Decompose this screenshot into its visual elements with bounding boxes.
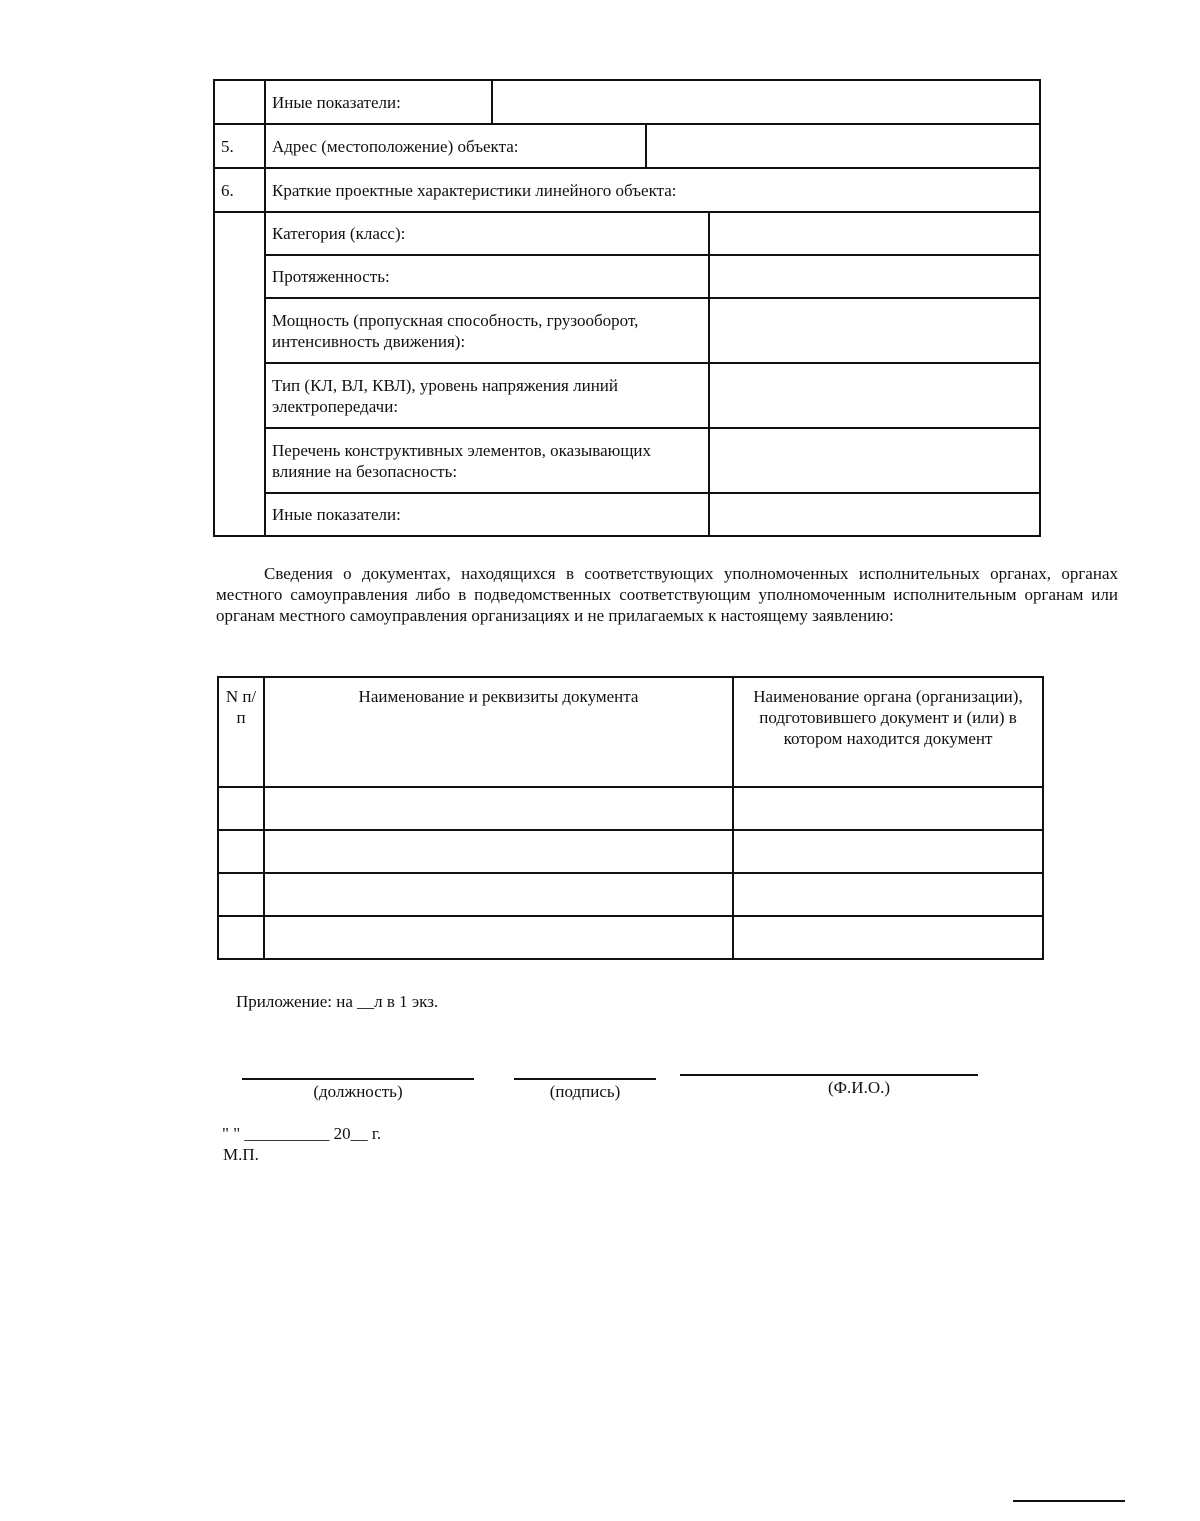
row-label: Мощность (пропускная способность, грузооборот, интенсивность движения): bbox=[265, 298, 709, 363]
row-label: Иные показатели: bbox=[265, 493, 709, 536]
table-cell[interactable] bbox=[733, 916, 1043, 959]
table-row bbox=[214, 363, 1040, 428]
table-cell[interactable] bbox=[733, 873, 1043, 916]
value-cell[interactable] bbox=[709, 428, 1040, 493]
table-row bbox=[214, 428, 1040, 493]
row-number: 5. bbox=[214, 124, 265, 168]
name-caption: (Ф.И.О.) bbox=[827, 1078, 891, 1097]
value-cell[interactable] bbox=[492, 80, 1040, 124]
table-row bbox=[218, 830, 1043, 873]
object-characteristics-table bbox=[213, 79, 1041, 537]
table-cell[interactable] bbox=[264, 830, 733, 873]
table-row bbox=[214, 168, 1040, 212]
position-line[interactable] bbox=[242, 1078, 474, 1080]
row-number bbox=[214, 80, 265, 124]
row-label: Краткие проектные характеристики линейного объекта: bbox=[265, 168, 1040, 212]
row-label: Перечень конструктивных элементов, оказывающих влияние на безопасность: bbox=[265, 428, 709, 493]
table-cell[interactable] bbox=[264, 873, 733, 916]
table-row bbox=[214, 493, 1040, 536]
value-cell[interactable] bbox=[646, 124, 1040, 168]
row-number bbox=[214, 212, 265, 536]
table-cell[interactable] bbox=[218, 916, 264, 959]
documents-table bbox=[217, 676, 1044, 960]
stamp-label: М.П. bbox=[223, 1145, 259, 1164]
paragraph-text: Сведения о документах, находящихся в соответствующих уполномоченных исполнительных органах, органах местного самоуправления либо в подведомственных соответствующим уполномоченным исполнительным органам или органам местного самоуправления организациях и не прилагаемых к настоящему заявлению: bbox=[216, 564, 1118, 625]
table-row bbox=[218, 873, 1043, 916]
row-label: Категория (класс): bbox=[265, 212, 709, 255]
table-header-row bbox=[218, 677, 1043, 787]
row-label: Иные показатели: bbox=[265, 80, 492, 124]
row-number: 6. bbox=[214, 168, 265, 212]
table-row bbox=[214, 124, 1040, 168]
footer-divider bbox=[1013, 1500, 1125, 1502]
table-cell[interactable] bbox=[264, 916, 733, 959]
header-document: Наименование и реквизиты документа bbox=[264, 677, 733, 787]
date-line[interactable]: " " __________ 20__ г. bbox=[222, 1124, 382, 1143]
value-cell[interactable] bbox=[709, 255, 1040, 298]
table-cell[interactable] bbox=[218, 787, 264, 830]
table-cell[interactable] bbox=[218, 830, 264, 873]
attachment-line: Приложение: на __л в 1 экз. bbox=[236, 992, 439, 1011]
table-row bbox=[214, 255, 1040, 298]
value-cell[interactable] bbox=[709, 212, 1040, 255]
table-cell[interactable] bbox=[218, 873, 264, 916]
row-label: Протяженность: bbox=[265, 255, 709, 298]
table-cell[interactable] bbox=[733, 787, 1043, 830]
row-label: Тип (КЛ, ВЛ, КВЛ), уровень напряжения линий электропередачи: bbox=[265, 363, 709, 428]
signature-caption: (подпись) bbox=[549, 1082, 621, 1101]
documents-paragraph bbox=[216, 563, 1118, 626]
header-organization: Наименование органа (организации), подготовившего документ и (или) в котором находится документ bbox=[733, 677, 1043, 787]
row-label: Адрес (местоположение) объекта: bbox=[265, 124, 646, 168]
table-row bbox=[218, 916, 1043, 959]
value-cell[interactable] bbox=[709, 298, 1040, 363]
name-line[interactable] bbox=[680, 1074, 978, 1076]
table-row bbox=[214, 212, 1040, 255]
header-number: N п/п bbox=[218, 677, 264, 787]
table-cell[interactable] bbox=[264, 787, 733, 830]
value-cell[interactable] bbox=[709, 363, 1040, 428]
value-cell[interactable] bbox=[709, 493, 1040, 536]
position-caption: (должность) bbox=[313, 1082, 403, 1101]
signature-line[interactable] bbox=[514, 1078, 656, 1080]
table-row bbox=[218, 787, 1043, 830]
table-row bbox=[214, 80, 1040, 124]
table-row bbox=[214, 298, 1040, 363]
table-cell[interactable] bbox=[733, 830, 1043, 873]
